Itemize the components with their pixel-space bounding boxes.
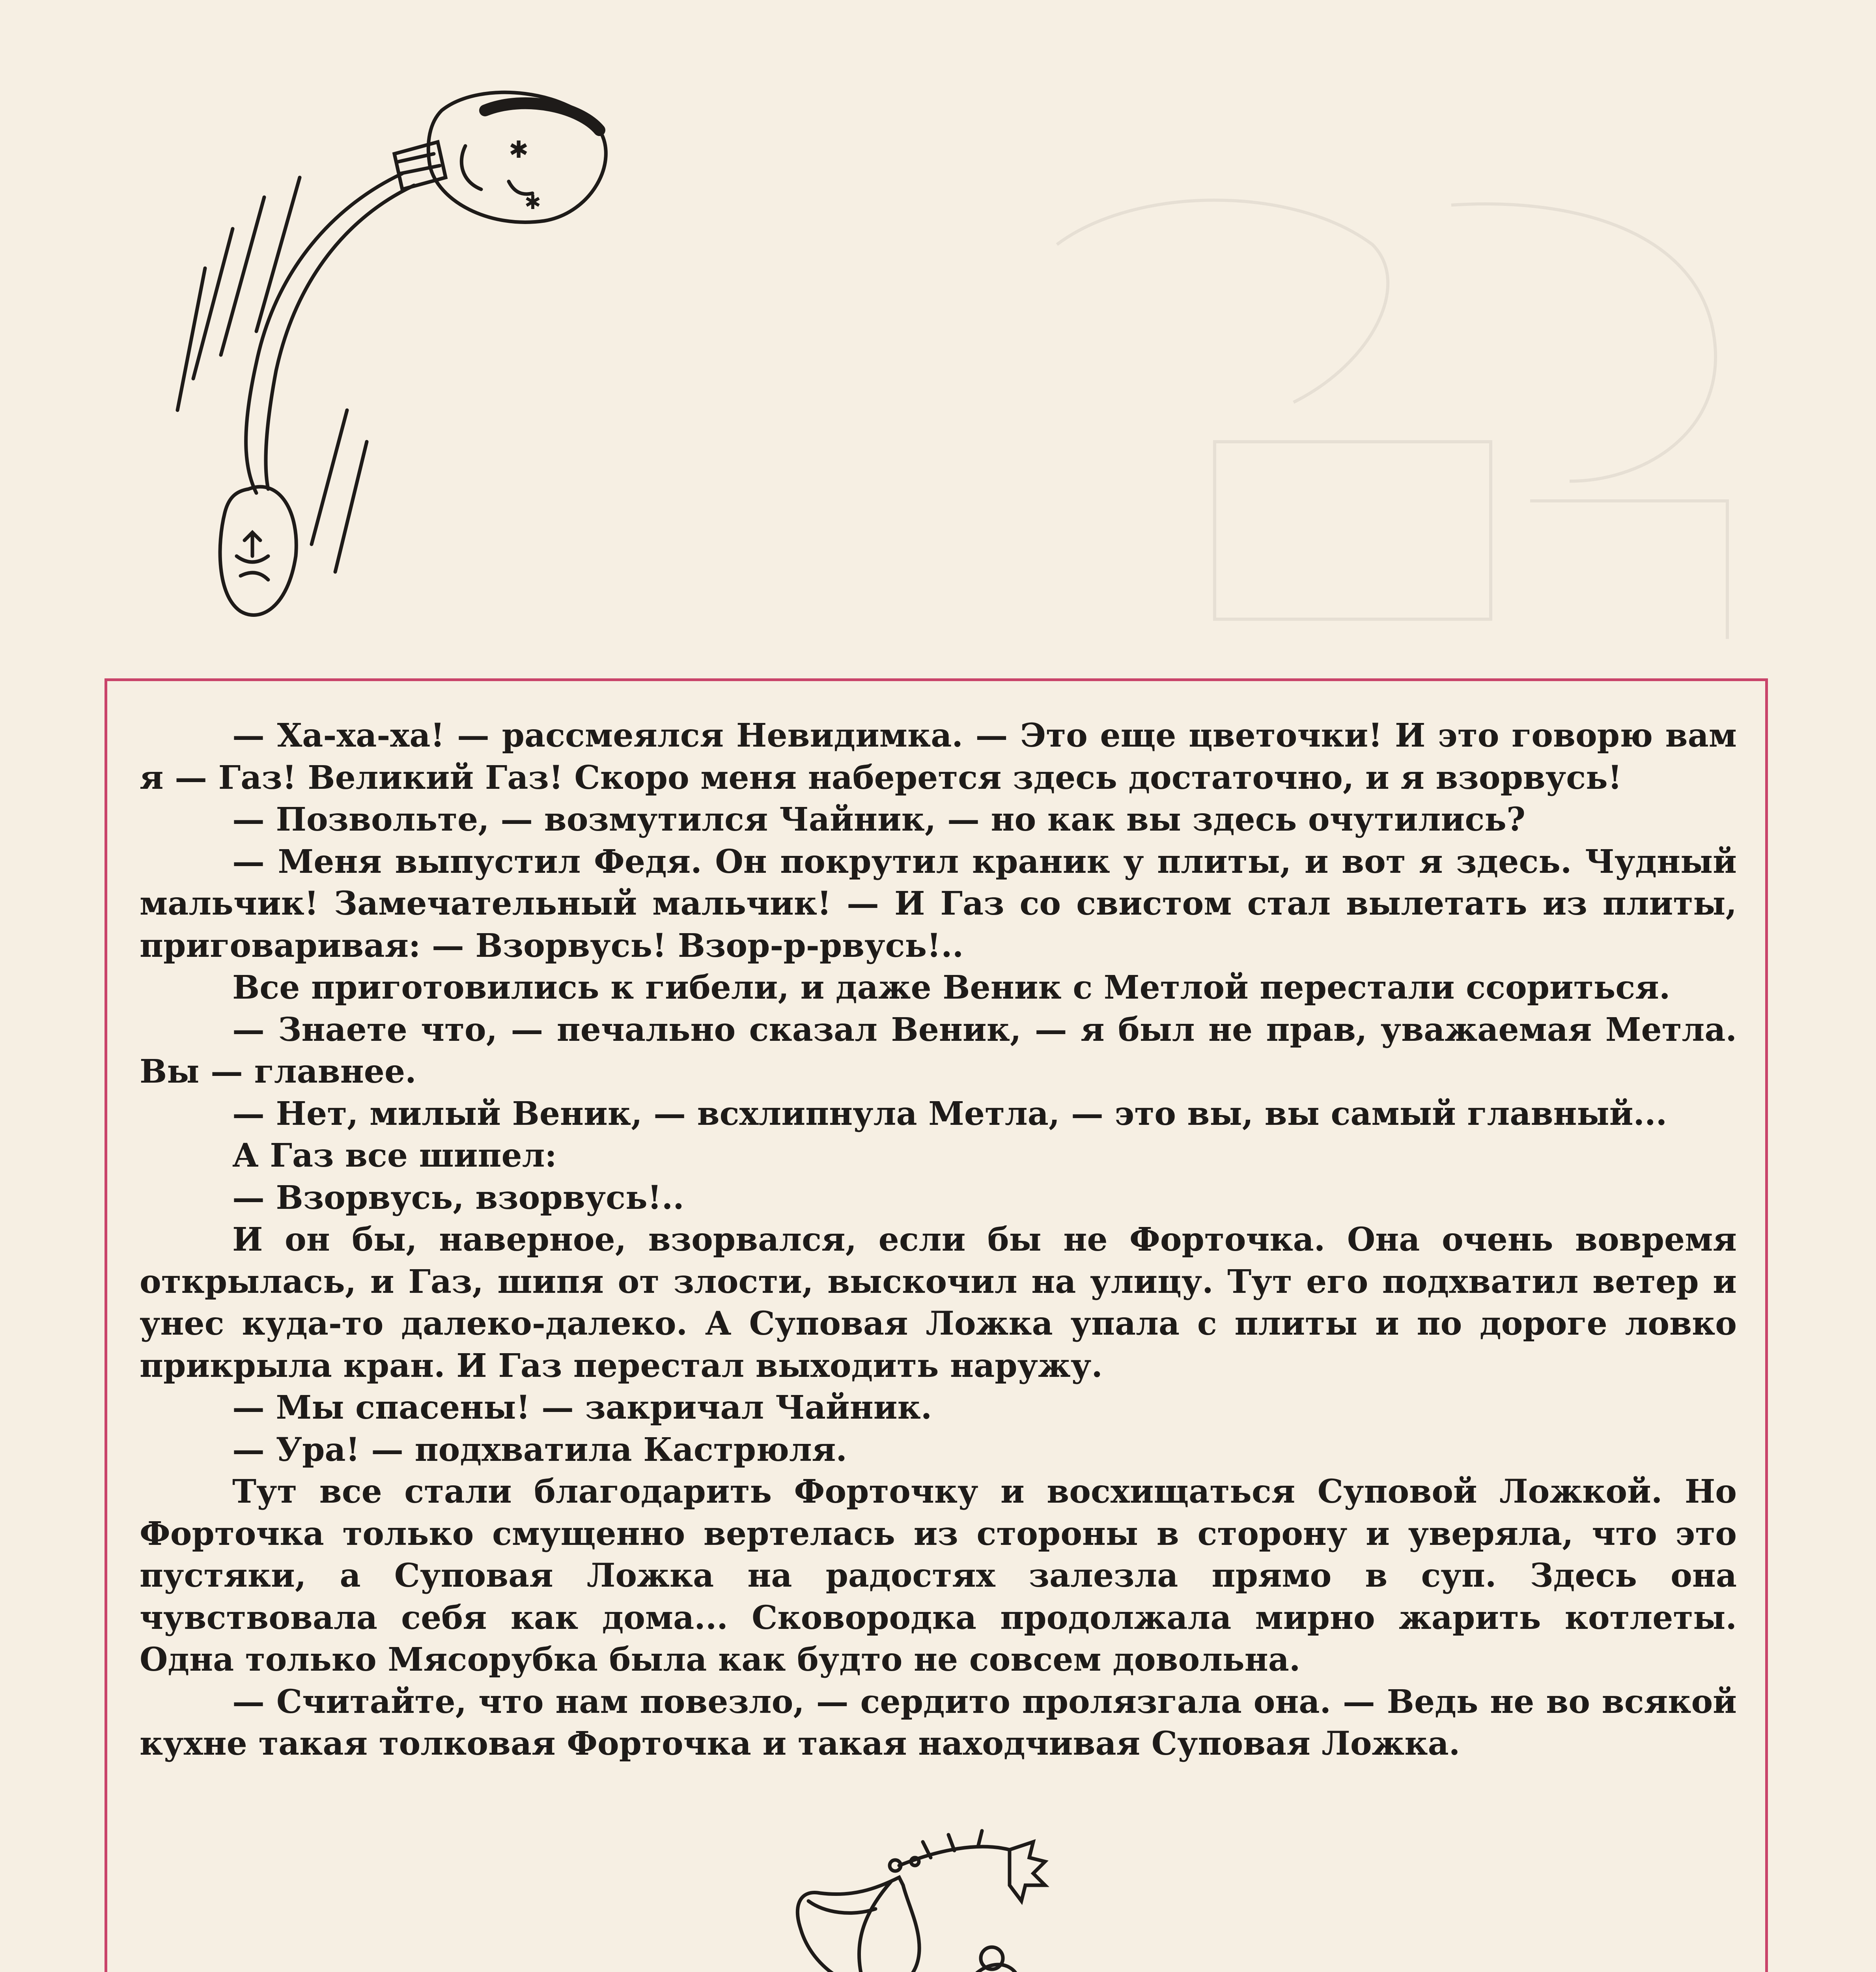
spoon-balloon-illustration bbox=[91, 47, 643, 639]
story-paragraph: — Мы спасены! — закричал Чайник. bbox=[232, 1389, 932, 1427]
story-text bbox=[140, 715, 1737, 1765]
story-paragraph: — Ха-ха-ха! — рассмеялся Невидимка. — Это еще цветочки! И это говорю вам я — Газ! Великий Газ! Скоро меня наберется здесь достаточно, и я взорвусь! bbox=[140, 717, 1737, 797]
teapot-vase-illustration bbox=[734, 1826, 1167, 1972]
faint-ghost-sketch bbox=[1017, 126, 1767, 659]
svg-text:✱: ✱ bbox=[509, 136, 529, 164]
story-paragraph: — Меня выпустил Федя. Он покрутил краник у плиты, и вот я здесь. Чудный мальчик! Замечательный мальчик! — И Газ со свистом стал вылетать из плиты, приговаривая: — Взорвусь! Взор-р-рвусь!.. bbox=[140, 842, 1737, 965]
story-paragraph: — Знаете что, — печально сказал Веник, — я был не прав, уважаемая Метла. Вы — главнее. bbox=[140, 1010, 1737, 1091]
story-paragraph: — Позвольте, — возмутился Чайник, — но как вы здесь очутились? bbox=[232, 801, 1525, 838]
story-paragraph: — Нет, милый Веник, — всхлипнула Метла, — это вы, вы самый главный... bbox=[232, 1094, 1667, 1133]
story-paragraph: Тут все стали благодарить Форточку и восхищаться Суповой Ложкой. Но Форточка только смущенно вертелась из стороны в сторону и уверяла, что это пустяки, а Суповая Ложка на радостях залезла прямо в суп. Здесь она чувствовала себя как дома... Сковородка продолжала мирно жарить котлеты. Одна только Мясорубка была как будто не совсем довольна. bbox=[140, 1473, 1737, 1679]
story-paragraph: Все приготовились к гибели, и даже Веник с Метлой перестали ссориться. bbox=[232, 969, 1671, 1007]
story-frame bbox=[105, 678, 1768, 1972]
story-paragraph: — Взорвусь, взорвусь!.. bbox=[232, 1178, 684, 1217]
story-paragraph: — Считайте, что нам повезло, — сердито пролязгала она. — Ведь не во всякой кухне такая толковая Форточка и такая находчивая Суповая Ложка. bbox=[140, 1683, 1737, 1763]
story-paragraph: А Газ все шипел: bbox=[232, 1137, 557, 1175]
svg-text:✱: ✱ bbox=[525, 191, 541, 214]
story-paragraph: — Ура! — подхватила Кастрюля. bbox=[232, 1430, 847, 1469]
story-paragraph: И он бы, наверное, взорвался, если бы не Форточка. Она очень вовремя открылась, и Газ, шипя от злости, выскочил на улицу. Тут его подхватил ветер и унес куда-то далеко-далеко. А Суповая Ложка упала с плиты и по дороге ловко прикрыла кран. И Газ перестал выходить наружу. bbox=[140, 1221, 1737, 1385]
